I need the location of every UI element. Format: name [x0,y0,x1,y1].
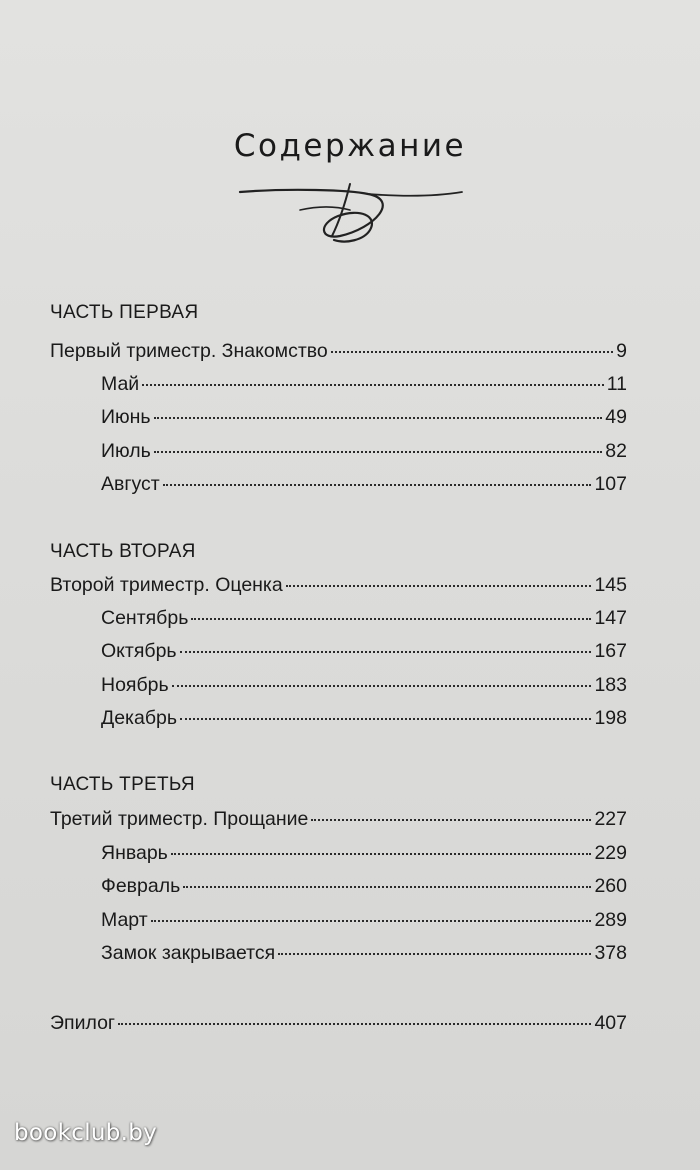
toc-page-number: 260 [594,875,627,897]
toc-month-row[interactable] [101,373,627,396]
toc-page-number: 49 [605,406,627,428]
toc-month-label: Август [101,473,160,495]
dot-leader [172,685,592,687]
toc-month-label: Декабрь [101,707,178,729]
dot-leader [286,585,592,587]
toc-month-row[interactable] [101,440,627,463]
toc-chapter-label: Второй триместр. Оценка [50,574,283,596]
dot-leader [180,718,591,720]
dot-leader [151,920,592,922]
toc-page-number: 145 [594,574,627,596]
site-watermark: bookclub.by [14,1120,158,1146]
toc-month-row[interactable] [101,674,627,697]
toc-page-number: 82 [605,440,627,462]
dot-leader [278,953,591,955]
part-heading: ЧАСТЬ ПЕРВАЯ [50,302,199,323]
dot-leader [183,886,591,888]
toc-month-row[interactable] [101,473,627,496]
toc-page-number: 167 [594,640,627,662]
dot-leader [154,417,603,419]
toc-month-row[interactable] [101,607,627,630]
toc-page-number: 11 [606,373,627,395]
toc-month-row[interactable] [101,707,627,730]
toc-page-number: 378 [594,942,627,964]
dot-leader [311,819,591,821]
toc-chapter-label: Первый триместр. Знакомство [50,340,328,362]
toc-epilogue-label: Эпилог [50,1012,116,1034]
dot-leader [142,384,604,386]
toc-chapter-row[interactable] [50,340,627,363]
dot-leader [171,853,592,855]
toc-month-label: Ноябрь [101,674,169,696]
toc-month-row[interactable] [101,909,627,932]
dot-leader [163,484,592,486]
toc-month-row[interactable] [101,942,627,965]
part-heading: ЧАСТЬ ТРЕТЬЯ [50,774,195,795]
toc-page-number: 227 [594,808,627,830]
toc-page-number: 107 [594,473,627,495]
toc-page-number: 183 [594,674,627,696]
toc-month-label: Февраль [101,875,181,897]
toc-month-row[interactable] [101,640,627,663]
dot-leader [154,451,603,453]
toc-month-row[interactable] [101,406,627,429]
toc-chapter-row[interactable] [50,574,627,597]
toc-month-label: Сентябрь [101,607,189,629]
toc-epilogue-row[interactable] [50,1012,627,1035]
dot-leader [118,1023,591,1025]
toc-page-number: 289 [594,909,627,931]
dot-leader [180,651,592,653]
toc-month-label: Июль [101,440,151,462]
toc-month-label: Март [101,909,148,931]
dot-leader [191,618,591,620]
dot-leader [331,351,613,353]
ornament-flourish-icon [200,170,500,250]
toc-page-number: 147 [594,607,627,629]
toc-page-number: 9 [616,340,627,362]
toc-month-label: Январь [101,842,168,864]
toc-month-label: Октябрь [101,640,177,662]
toc-chapter-label: Третий триместр. Прощание [50,808,309,830]
toc-page-number: 198 [594,707,627,729]
toc-month-label: Замок закрывается [101,942,276,964]
toc-month-label: Май [101,373,140,395]
part-heading: ЧАСТЬ ВТОРАЯ [50,541,196,562]
toc-month-label: Июнь [101,406,151,428]
toc-page-number: 407 [594,1012,627,1034]
toc-month-row[interactable] [101,875,627,898]
toc-page-number: 229 [594,842,627,864]
toc-title: Содержание [233,128,467,164]
toc-chapter-row[interactable] [50,808,627,831]
bleed-through-running-head [0,22,700,46]
toc-month-row[interactable] [101,842,627,865]
